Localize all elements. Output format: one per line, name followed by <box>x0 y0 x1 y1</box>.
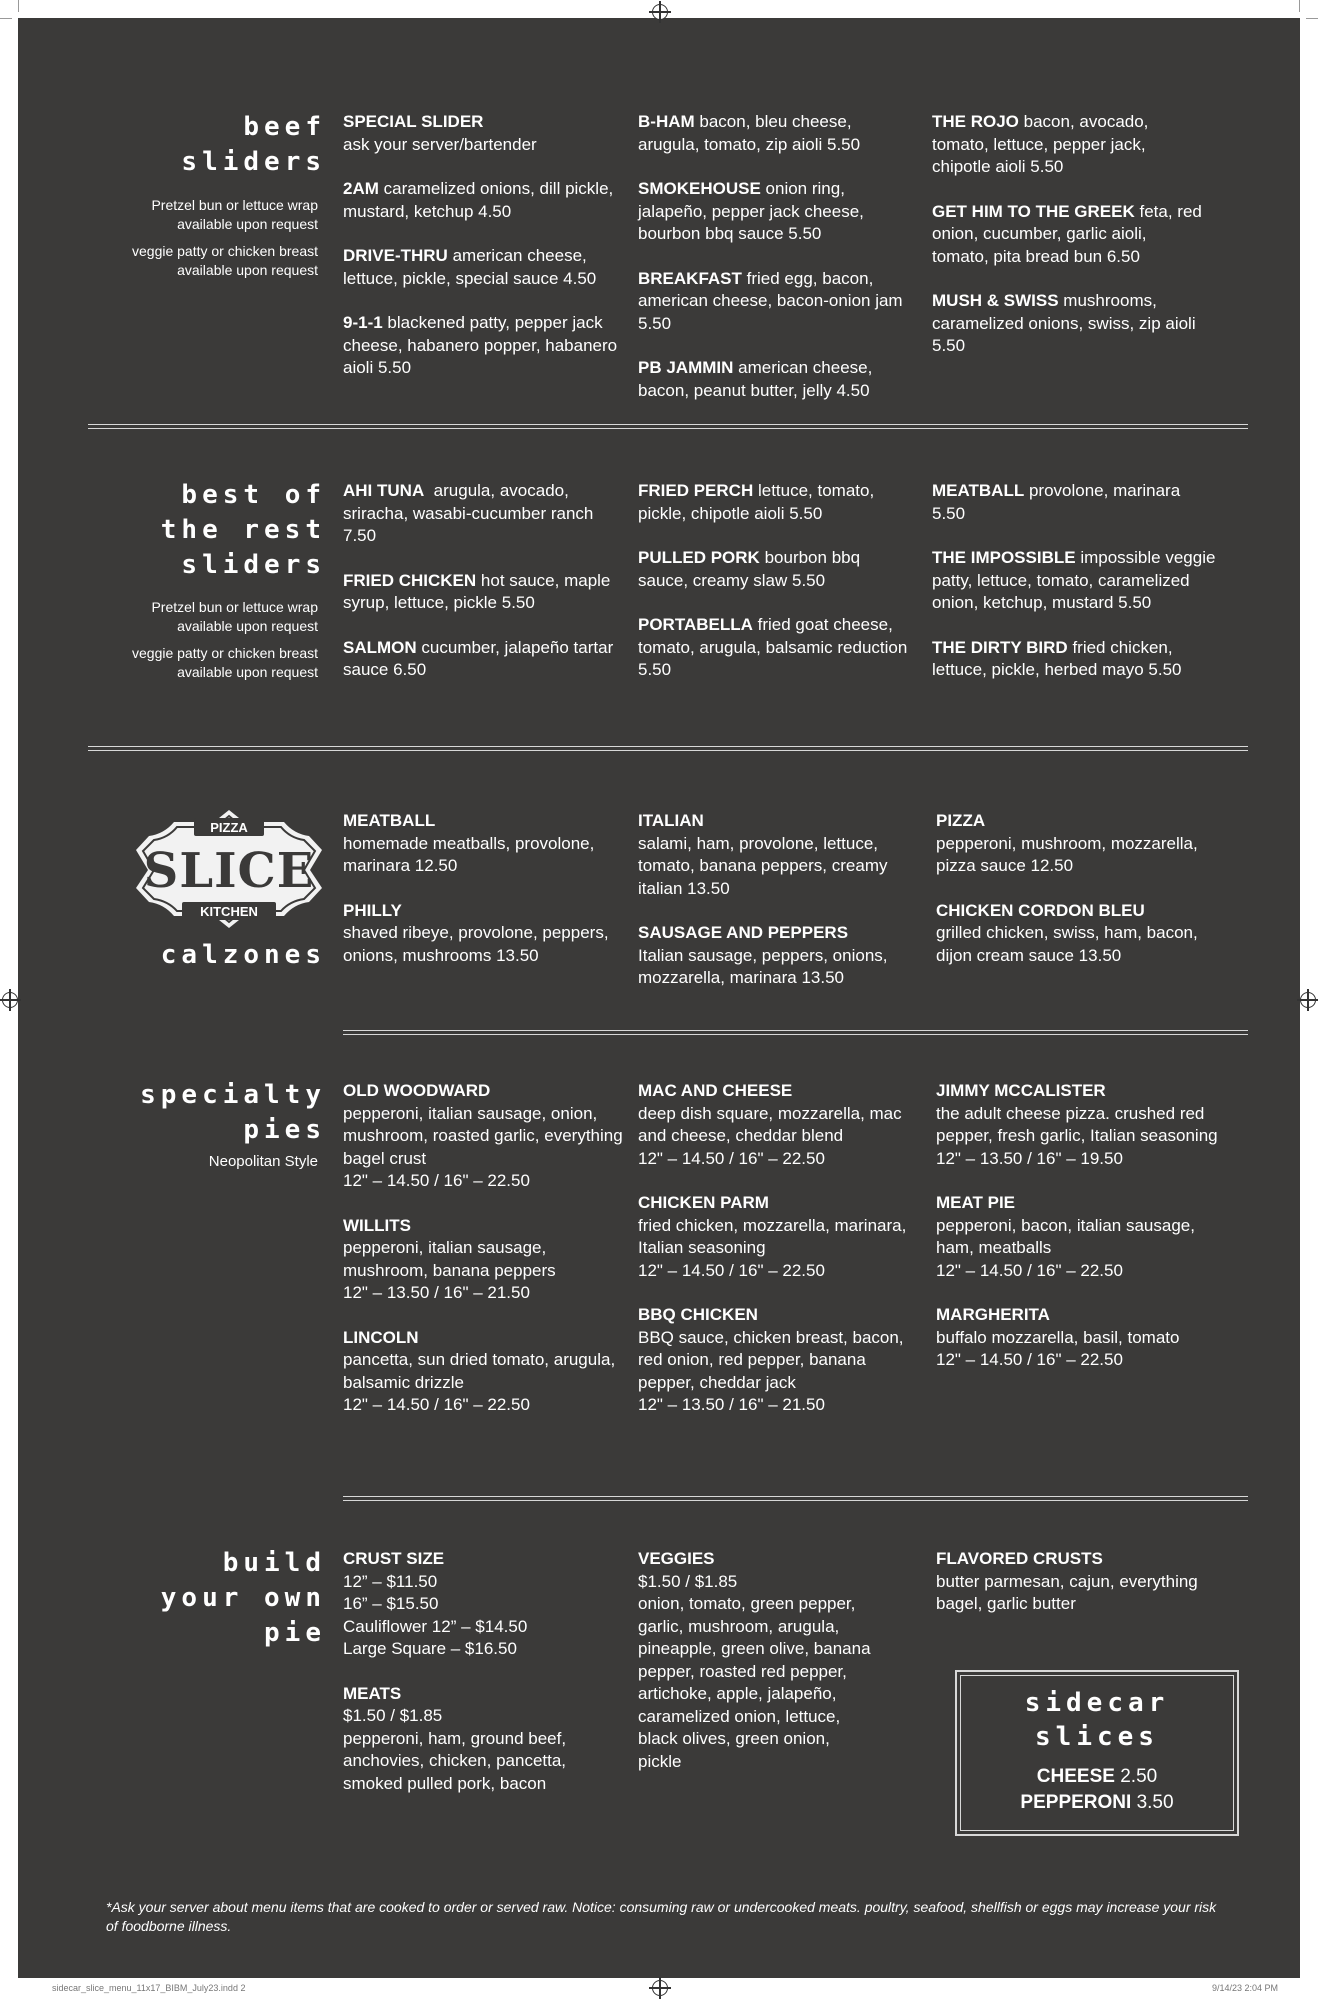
item-name: JIMMY MCCALISTER <box>936 1081 1106 1100</box>
item-name: SALMON <box>343 637 417 657</box>
rest-sliders-heading <box>66 478 326 583</box>
specialty-col-2 <box>638 1080 923 1439</box>
rest-col-1 <box>343 480 628 704</box>
item-desc: arugula, avocado, sriracha, wasabi-cucumber ranch 7.50 <box>343 481 594 545</box>
menu-item <box>638 1304 923 1417</box>
item-desc: mushrooms, caramelized onions, swiss, zip aioli 5.50 <box>932 291 1196 355</box>
item-desc: fried egg, bacon, american cheese, bacon-onion jam 5.50 <box>638 268 903 333</box>
item-name: SAUSAGE AND PEPPERS <box>638 923 849 942</box>
menu-item <box>638 480 913 525</box>
group-name: VEGGIES <box>638 1549 715 1568</box>
item-desc: shaved ribeye, provolone, peppers, onions, mushrooms 13.50 <box>343 923 609 965</box>
logo-bottom-text: KITCHEN <box>200 904 258 919</box>
option-line: onion, tomato, green pepper, garlic, mushroom, arugula, pineapple, green olive, banana pepper, roasted red pepper, artichoke, apple, jalapeño, caramelized onion, lettuce, black olives, green onion, pickle <box>638 1594 871 1771</box>
item-desc: buffalo mozzarella, basil, tomato <box>936 1327 1180 1347</box>
menu-item <box>932 480 1217 525</box>
item-name: FRIED CHICKEN <box>343 570 477 590</box>
crop-mark <box>18 0 19 12</box>
item-desc: pepperoni, italian sausage, onion, mushroom, roasted garlic, everything bagel crust <box>343 1103 623 1168</box>
item-name: DRIVE-THRU <box>343 246 448 265</box>
item-price: 12" – 14.50 / 16" – 22.50 <box>936 1260 1123 1280</box>
item-name: SMOKEHOUSE <box>638 179 761 198</box>
registration-mark-icon <box>652 1980 668 1996</box>
item-price: 12" – 13.50 / 16" – 21.50 <box>343 1283 530 1302</box>
note: Pretzel bun or lettuce wrap available upon request <box>151 599 318 634</box>
item-desc: homemade meatballs, provolone, marinara 12.50 <box>343 833 595 875</box>
item-name: MARGHERITA <box>936 1305 1050 1324</box>
item-name: FRIED PERCH <box>638 481 754 500</box>
sidecar-title-line: slices <box>1035 1722 1159 1752</box>
option-line: pepperoni, ham, ground beef, anchovies, chicken, pancetta, smoked pulled pork, bacon <box>343 1728 567 1793</box>
registration-mark-icon <box>652 4 668 20</box>
item-name: CHICKEN CORDON BLEU <box>936 900 1145 920</box>
option-line: 16” – $15.50 <box>343 1594 439 1613</box>
group-name: FLAVORED CRUSTS <box>936 1549 1103 1568</box>
menu-item <box>638 547 913 592</box>
item-price: 12" – 13.50 / 16" – 19.50 <box>936 1148 1123 1168</box>
menu-item <box>936 900 1221 968</box>
calzones-heading <box>66 938 326 973</box>
item-desc: bacon, bleu cheese, arugula, tomato, zip aioli 5.50 <box>638 112 861 154</box>
item-desc: the adult cheese pizza. crushed red pepper, fresh garlic, Italian seasoning <box>936 1103 1218 1145</box>
item-price: 12" – 14.50 / 16" – 22.50 <box>936 1350 1123 1369</box>
item-desc: ask your server/bartender <box>343 134 537 154</box>
menu-item <box>936 1192 1221 1282</box>
item-name: AHI TUNA <box>343 481 425 500</box>
specialty-note: Neopolitan Style <box>208 1153 318 1170</box>
item-name: 2AM <box>343 179 379 198</box>
crop-mark <box>0 18 12 19</box>
item-desc: blackened patty, pepper jack cheese, habanero popper, habanero aioli 5.50 <box>343 313 618 377</box>
logo-main-text: SLICE <box>143 843 315 899</box>
menu-item <box>638 1080 923 1170</box>
heading-line: calzones <box>160 940 326 970</box>
option-line: $1.50 / $1.85 <box>638 1571 738 1591</box>
menu-item <box>343 1080 628 1193</box>
item-desc: fried chicken, mozzarella, marinara, Italian seasoning <box>638 1215 907 1257</box>
item-desc: pepperoni, mushroom, mozzarella, pizza sauce 12.50 <box>936 833 1198 875</box>
item-desc: fried chicken, lettuce, pickle, herbed mayo 5.50 <box>932 637 1182 679</box>
rest-col-3 <box>932 480 1217 704</box>
section-divider <box>343 1030 1248 1031</box>
item-desc: hot sauce, maple syrup, lettuce, pickle 5.50 <box>343 570 611 612</box>
item-name: MEAT PIE <box>936 1193 1016 1212</box>
item-price: 12" – 14.50 / 16" – 22.50 <box>638 1148 825 1168</box>
item-name: MEATBALL <box>932 481 1025 500</box>
crop-mark <box>1299 0 1300 12</box>
section-divider <box>343 1496 1248 1497</box>
item-name: BBQ CHICKEN <box>638 1305 758 1324</box>
item-desc: bourbon bbq sauce, creamy slaw 5.50 <box>638 548 861 590</box>
heading-line: sliders <box>181 550 326 580</box>
item-price: 12" – 13.50 / 16" – 21.50 <box>638 1395 825 1414</box>
item-name: B-HAM <box>638 112 695 131</box>
item-name: 9-1-1 <box>343 313 383 332</box>
item-name: PORTABELLA <box>638 615 753 634</box>
item-name: MAC AND CHEESE <box>638 1081 793 1100</box>
print-slug-date: 9/14/23 2:04 PM <box>1211 1983 1278 1993</box>
beef-sliders-notes <box>98 196 318 280</box>
item-price: 12" – 14.50 / 16" – 22.50 <box>638 1260 825 1280</box>
beef-col-3 <box>932 111 1202 380</box>
menu-sheet <box>18 18 1300 1978</box>
sidecar-item-name: CHEESE <box>1036 1766 1115 1787</box>
specialty-pies-heading <box>66 1078 326 1148</box>
menu-item <box>932 637 1217 682</box>
menu-item <box>936 1080 1221 1170</box>
item-price: 12" – 14.50 / 16" – 22.50 <box>343 1395 530 1414</box>
byo-heading <box>66 1546 326 1651</box>
sidecar-item-price: 2.50 <box>1120 1766 1158 1787</box>
item-name: THE ROJO <box>932 112 1019 131</box>
beef-col-1 <box>343 111 628 402</box>
menu-item <box>936 810 1221 878</box>
menu-item <box>343 1327 628 1417</box>
byo-col-3 <box>936 1548 1216 1638</box>
heading-line: specialty <box>140 1080 326 1110</box>
item-name: SPECIAL SLIDER <box>343 112 484 131</box>
option-group <box>936 1548 1216 1616</box>
menu-item <box>343 637 628 682</box>
beef-sliders-heading <box>66 110 326 180</box>
item-desc: grilled chicken, swiss, ham, bacon, dijon cream sauce 13.50 <box>936 923 1198 965</box>
beef-col-2 <box>638 111 913 424</box>
option-line: Large Square – $16.50 <box>343 1639 517 1658</box>
item-name: PB JAMMIN <box>638 358 734 377</box>
sidecar-item <box>957 1764 1237 1789</box>
heading-line: the rest <box>160 515 326 545</box>
menu-item <box>343 570 628 615</box>
menu-item <box>343 900 628 968</box>
item-name: OLD WOODWARD <box>343 1081 491 1100</box>
item-name: PHILLY <box>343 900 402 920</box>
crop-mark <box>1306 18 1318 19</box>
print-slug-file: sidecar_slice_menu_11x17_BIBM_July23.indd 2 <box>52 1983 246 1993</box>
menu-item <box>932 201 1202 269</box>
item-price: 12" – 14.50 / 16" – 22.50 <box>343 1171 530 1190</box>
rest-col-2 <box>638 480 913 704</box>
sidecar-item-name: PEPPERONI <box>1020 1792 1132 1813</box>
item-desc: feta, red onion, cucumber, garlic aioli, tomato, pita bread bun 6.50 <box>932 201 1202 266</box>
sidecar-title-line: sidecar <box>1024 1688 1170 1718</box>
menu-item <box>932 547 1217 615</box>
option-group <box>343 1548 628 1661</box>
item-desc: fried goat cheese, tomato, arugula, balsamic reduction 5.50 <box>638 615 908 679</box>
byo-col-2 <box>638 1548 878 1795</box>
item-name: THE DIRTY BIRD <box>932 637 1068 657</box>
item-desc: pancetta, sun dried tomato, arugula, balsamic drizzle <box>343 1350 616 1392</box>
menu-item <box>343 810 628 878</box>
item-desc: provolone, marinara 5.50 <box>932 481 1181 523</box>
item-desc: BBQ sauce, chicken breast, bacon, red onion, red pepper, banana pepper, cheddar jack <box>638 1327 904 1392</box>
registration-mark-icon <box>2 992 18 1008</box>
sidecar-item <box>957 1790 1237 1815</box>
item-desc: deep dish square, mozzarella, mac and cheese, cheddar blend <box>638 1103 902 1145</box>
item-desc: impossible veggie patty, lettuce, tomato, caramelized onion, ketchup, mustard 5.50 <box>932 548 1216 612</box>
menu-item <box>936 1304 1221 1372</box>
menu-item <box>638 614 913 682</box>
byo-col-1 <box>343 1548 628 1817</box>
menu-item <box>932 111 1202 179</box>
menu-item <box>638 111 913 156</box>
menu-item <box>638 810 923 900</box>
heading-line: best of <box>181 480 326 510</box>
heading-line: build <box>222 1548 326 1578</box>
slice-kitchen-logo <box>134 808 324 930</box>
registration-mark-icon <box>1300 992 1316 1008</box>
section-divider <box>88 746 1248 747</box>
item-name: GET HIM TO THE GREEK <box>932 201 1135 221</box>
item-name: THE IMPOSSIBLE <box>932 548 1076 567</box>
item-name: PULLED PORK <box>638 548 760 567</box>
item-desc: american cheese, lettuce, pickle, special sauce 4.50 <box>343 246 597 288</box>
calzones-col-2 <box>638 810 923 1012</box>
specialty-col-1 <box>343 1080 628 1439</box>
menu-item <box>343 1215 628 1305</box>
sidecar-item-price: 3.50 <box>1136 1792 1174 1813</box>
section-divider <box>88 424 1248 425</box>
item-desc: caramelized onions, dill pickle, mustard, ketchup 4.50 <box>343 179 614 221</box>
menu-item <box>638 178 913 246</box>
item-name: WILLITS <box>343 1215 411 1235</box>
menu-item <box>638 922 923 990</box>
item-desc: cucumber, jalapeño tartar sauce 6.50 <box>343 637 614 679</box>
item-name: CHICKEN PARM <box>638 1193 769 1212</box>
rest-sliders-notes <box>98 598 318 682</box>
item-name: BREAKFAST <box>638 268 742 288</box>
option-line: $1.50 / $1.85 <box>343 1706 443 1725</box>
item-name: LINCOLN <box>343 1327 419 1347</box>
menu-item <box>343 480 628 548</box>
menu-item <box>343 312 628 380</box>
calzones-col-1 <box>343 810 628 989</box>
heading-line: beef <box>243 112 326 142</box>
sidecar-slices-box <box>955 1670 1239 1836</box>
item-desc: salami, ham, provolone, lettuce, tomato, banana peppers, creamy italian 13.50 <box>638 833 888 898</box>
menu-item <box>932 290 1202 358</box>
menu-item <box>343 178 628 223</box>
item-name: MUSH & SWISS <box>932 291 1059 310</box>
item-desc: pepperoni, bacon, italian sausage, ham, meatballs <box>936 1215 1195 1257</box>
item-desc: Italian sausage, peppers, onions, mozzarella, marinara 13.50 <box>638 945 888 987</box>
note: Pretzel bun or lettuce wrap available upon request <box>151 197 318 232</box>
menu-item <box>343 111 628 156</box>
logo-top-text: PIZZA <box>210 820 248 835</box>
item-desc: bacon, avocado, tomato, lettuce, pepper jack, chipotle aioli 5.50 <box>932 112 1149 176</box>
menu-item <box>343 245 628 290</box>
menu-item <box>638 357 913 402</box>
item-desc: lettuce, tomato, pickle, chipotle aioli 5.50 <box>638 481 875 523</box>
item-name: MEATBALL <box>343 811 436 830</box>
heading-line: pies <box>243 1115 326 1145</box>
item-desc: pepperoni, italian sausage, mushroom, banana peppers <box>343 1238 556 1280</box>
heading-line: pie <box>264 1618 326 1648</box>
menu-item <box>638 268 913 336</box>
item-desc: onion ring, jalapeño, pepper jack cheese, bourbon bbq sauce 5.50 <box>638 179 864 243</box>
option-line: Cauliflower 12” – $14.50 <box>343 1616 528 1636</box>
calzones-col-3 <box>936 810 1221 989</box>
option-line: 12” – $11.50 <box>343 1571 438 1591</box>
heading-line: sliders <box>181 147 326 177</box>
specialty-col-3 <box>936 1080 1221 1394</box>
option-group <box>638 1548 878 1773</box>
item-name: ITALIAN <box>638 811 704 830</box>
group-name: CRUST SIZE <box>343 1549 445 1568</box>
item-name: PIZZA <box>936 811 986 830</box>
option-line: butter parmesan, cajun, everything bagel, garlic butter <box>936 1571 1198 1613</box>
heading-line: your own <box>160 1583 326 1613</box>
option-group <box>343 1683 583 1796</box>
menu-item <box>638 1192 923 1282</box>
note: veggie patty or chicken breast available upon request <box>132 243 318 278</box>
note: veggie patty or chicken breast available upon request <box>132 645 318 680</box>
group-name: MEATS <box>343 1683 402 1703</box>
item-desc: american cheese, bacon, peanut butter, jelly 4.50 <box>638 358 873 400</box>
food-safety-notice: *Ask your server about menu items that are cooked to order or served raw. Notice: consuming raw or undercooked meats. poultry, seafood, shellfish or eggs may increase your risk of foodborne illness. <box>106 1899 1217 1934</box>
